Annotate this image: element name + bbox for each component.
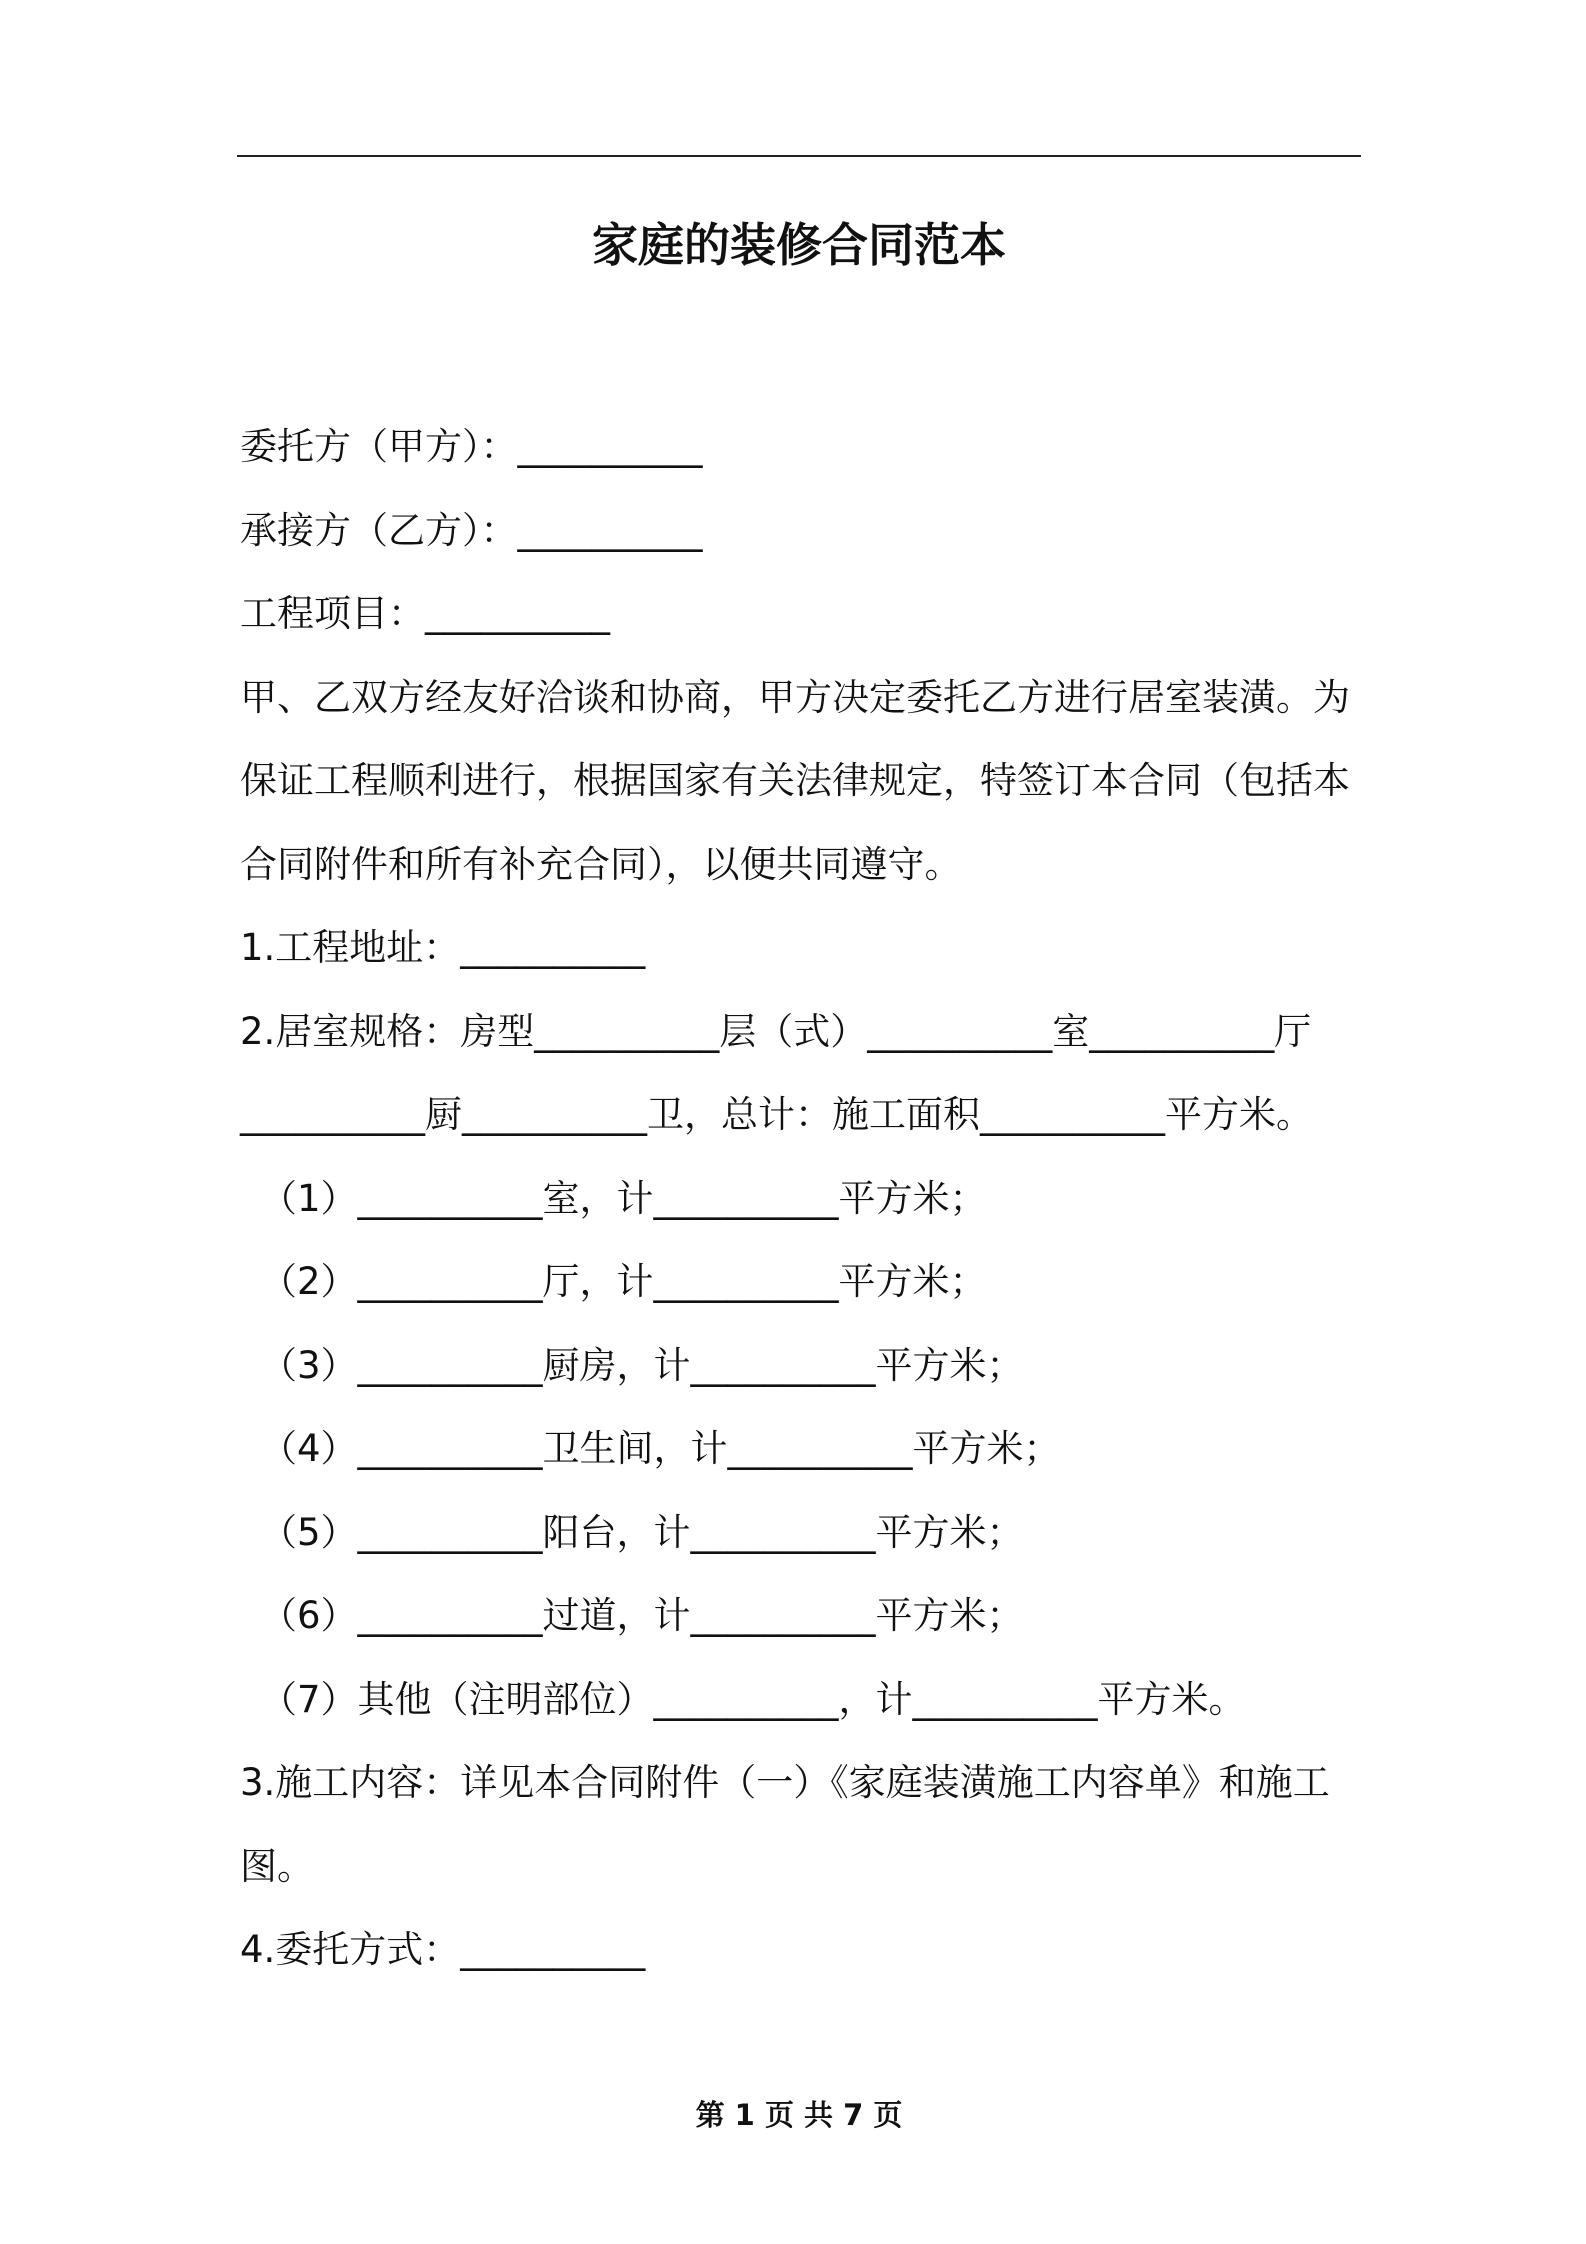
clause-2-spec-line-2: __________厨__________卫，总计：施工面积__________平方米。 [240,1093,1313,1136]
room-item-2: （2）__________厅，计__________平方米； [260,1260,987,1303]
party-b-line: 承接方（乙方）：__________ [240,508,703,552]
room-item-7: （7）其他（注明部位）__________，计__________平方米。 [260,1677,1246,1721]
preamble-line-2: 保证工程顺利进行，根据国家有关法律规定，特签订本合同（包括本 [240,759,1350,802]
document-body [240,405,1360,1992]
clause-4-method: 4.委托方式：__________ [240,1928,646,1971]
clause-2-spec-line-1: 2.居室规格：房型__________层（式）__________室__________厅 [240,1009,1312,1053]
clause-1-address: 1.工程地址：__________ [240,926,646,969]
clause-3-content-line-2: 图。 [240,1844,314,1888]
document-title: 家庭的装修合同范本 [592,218,1006,272]
room-item-3: （3）__________厨房，计__________平方米； [260,1343,1024,1387]
project-line: 工程项目：__________ [240,592,610,635]
party-a-line: 委托方（甲方）：__________ [240,425,703,468]
preamble-line-1: 甲、乙双方经友好洽谈和协商，甲方决定委托乙方进行居室装潢。为 [240,675,1350,719]
room-item-5: （5）__________阳台，计__________平方米； [260,1510,1024,1554]
room-item-4: （4）__________卫生间，计__________平方米； [260,1427,1061,1470]
room-item-1: （1）__________室，计__________平方米； [260,1176,987,1220]
clause-3-content-line-1: 3.施工内容：详见本合同附件（一）《家庭装潢施工内容单》和施工 [240,1761,1330,1804]
preamble-line-3: 合同附件和所有补充合同），以便共同遵守。 [240,842,962,886]
header-rule [237,155,1361,157]
room-item-6: （6）__________过道，计__________平方米； [260,1594,1024,1637]
page-number: 第 1 页 共 7 页 [695,2098,903,2132]
